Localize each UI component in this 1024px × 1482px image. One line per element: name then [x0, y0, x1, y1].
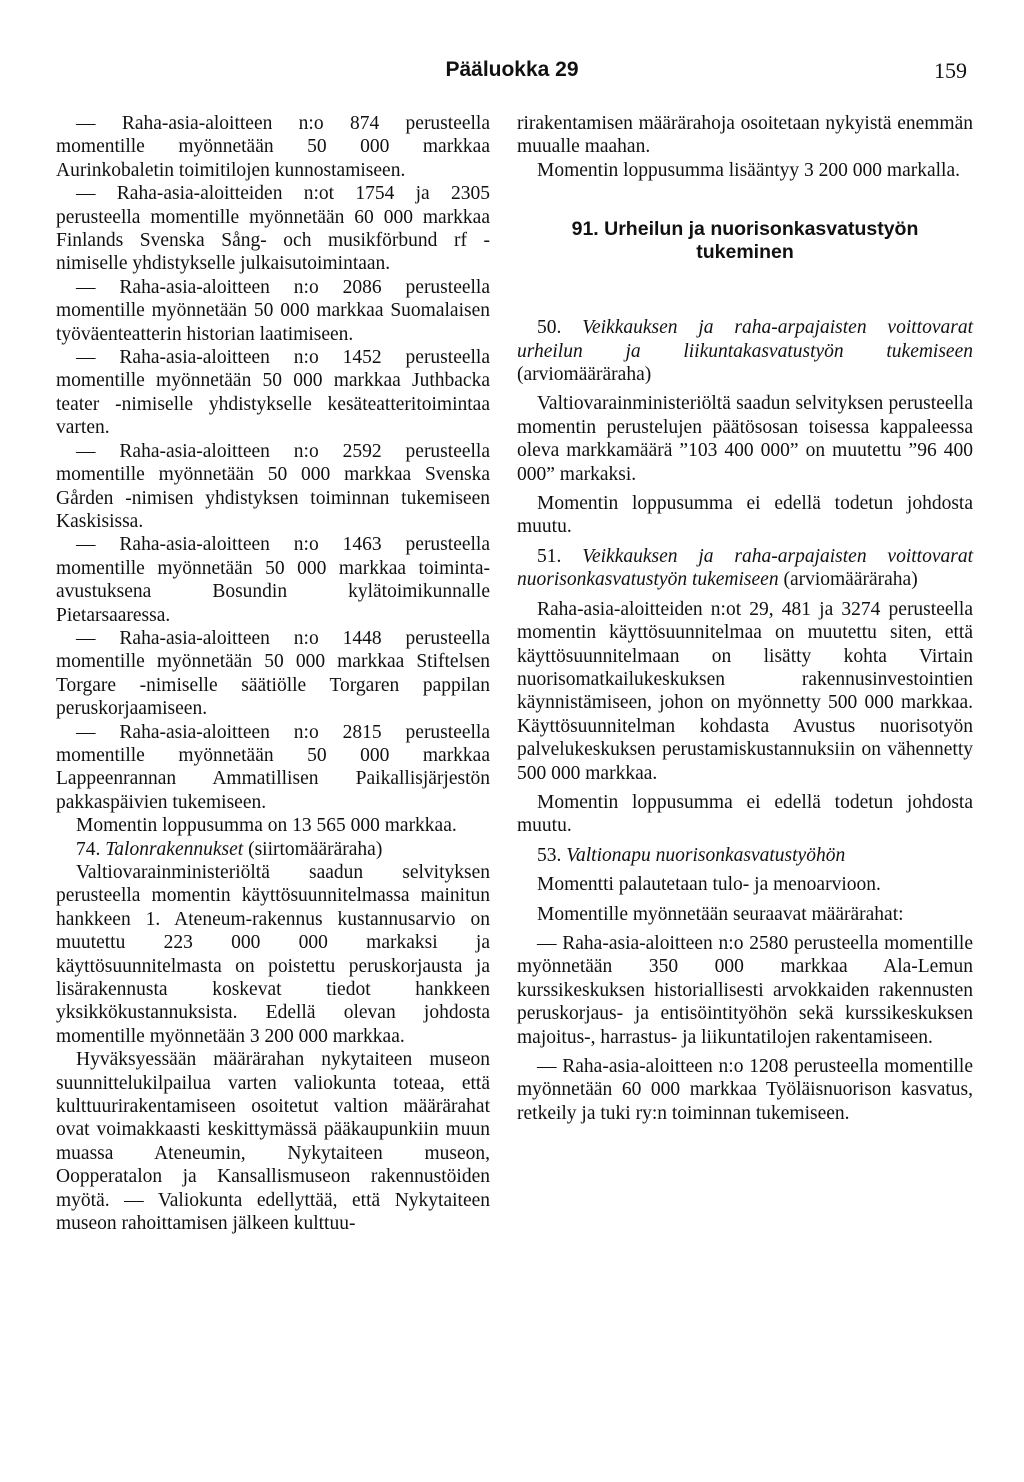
paragraph: — Raha-asia-aloitteen n:o 2592 perusteella momentille myönnetään 50 000 markkaa Svenska Gården -nimisen yhdistyksen toiminnan tukemiseen Kaskisissa. [56, 440, 490, 532]
paragraph: Raha-asia-aloitteiden n:ot 29, 481 ja 3274 perusteella momentin käyttösuunnitelmaa on muutettu siten, että käyttösuunnitelmaan on lisätty kohta Virtain nuorisomatkailukeskuksen rakennusinvestointien käynnistämiseen, johon on myönnetty 500 000 markkaa. Käyttösuunnitelman kohdasta Avustus nuorisotyön palvelukeskuksen perustamiskustannuksiin on vähennetty 500 000 markkaa. [517, 598, 973, 784]
paragraph: Momentin loppusumma ei edellä todetun johdosta muutu. [517, 791, 973, 837]
item-title: Valtionapu nuorisonkasvatustyöhön [566, 844, 846, 866]
page-header [0, 58, 1024, 92]
section-title: Urheilun ja nuorisonkasvatustyön tukeminen [604, 218, 919, 264]
total-paragraph: Momentin loppusumma on 13 565 000 markkaa. [76, 815, 457, 837]
paragraph: Momentti palautetaan tulo- ja menoarvioon. [537, 874, 881, 896]
item-title: Veikkauksen ja raha-arpajaisten voittovarat nuorisonkasvatustyön tukemiseen [517, 545, 973, 591]
item-title: Veikkauksen ja raha-arpajaisten voittovarat urheilun ja liikuntakasvatustyön tukemiseen [517, 317, 973, 362]
paragraph: — Raha-asia-aloitteen n:o 1463 perusteella momentille myönnetään 50 000 markkaa toiminta-avustuksena Bosundin kylätoimikunnalle Pietarsaaressa. [56, 534, 490, 626]
item-number: 53. [537, 844, 562, 866]
item-suffix: (arviomääräraha) [517, 364, 652, 386]
item-53-heading [517, 844, 973, 867]
paragraph: — Raha-asia-aloitteen n:o 1448 perusteella momentille myönnetään 50 000 markkaa Stiftelsen Torgare -nimiselle säätiölle Torgaren pappilan peruskorjaamiseen. [56, 627, 490, 720]
paragraph: Valtiovarainministeriöltä saadun selvityksen perusteella momentin käyttösuunnitelmassa mainitun hankkeen 1. Ateneum-rakennus kustannusarvio on muutettu 223 000 000 markaksi ja käyttösuunnitelmasta on poistettu peruskorjausta ja lisärakennusta koskevat tiedot hankkeen yksikkökustannuksista. Edellä olevan johdosta momentille myönnetään 3 200 000 markkaa. [56, 862, 490, 1047]
paragraph: — Raha-asia-aloitteen n:o 1208 perusteella momentille myönnetään 60 000 markkaa Työläisnuorison kasvatus, retkeily ja tuki ry:n toiminnan tukemiseen. [517, 1056, 973, 1124]
paragraph: — Raha-asia-aloitteen n:o 2086 perusteella momentille myönnetään 50 000 markkaa Suomalaisen työväenteatterin historian laatimiseen. [56, 276, 490, 345]
paragraph: Momentille myönnetään seuraavat määrärahat: [537, 903, 904, 925]
item-50-heading [517, 316, 973, 386]
paragraph: — Raha-asia-aloitteen n:o 874 perusteella momentille myönnetään 50 000 markkaa Aurinkobaletin toimitilojen kunnostamiseen. [56, 113, 490, 181]
left-column [56, 112, 490, 1236]
item-suffix: (arviomääräraha) [783, 569, 918, 591]
page-title: Pääluokka 29 [445, 58, 579, 81]
item-74-heading [56, 838, 490, 861]
item-51-heading [517, 545, 973, 592]
right-column [517, 112, 973, 1125]
section-number: 91. [571, 218, 599, 241]
item-number: 74. [76, 838, 101, 860]
section-91-heading [527, 218, 963, 264]
paragraph: — Raha-asia-aloitteiden n:ot 1754 ja 2305 perusteella momentille myönnetään 60 000 markkaa Finlands Svenska Sång- och musikförbund rf -nimiselle yhdistykselle julkaisutoimintaan. [56, 183, 490, 275]
paragraph: Momentin loppusumma ei edellä todetun johdosta muutu. [517, 493, 973, 538]
paragraph: Hyväksyessään määrärahan nykytaiteen museon suunnittelukilpailua varten valiokunta toteaa, että kulttuurirakentamiseen osoitetut valtion määrärahat ovat voimakkaasti keskittymässä pääkaupunkiin muun muassa Ateneumin, Nykytaiteen museon, Oopperatalon ja Kansallismuseon rakennustöiden myötä. — Valiokunta edellyttää, että Nykytaiteen museon rahoittamisen jälkeen kulttuu- [56, 1049, 490, 1235]
page-number: 159 [934, 58, 967, 83]
paragraph-continued: rirakentamisen määrärahoja osoitetaan nykyistä enemmän muualle maahan. [517, 113, 973, 158]
item-suffix: (siirtomääräraha) [248, 838, 383, 860]
paragraph: — Raha-asia-aloitteen n:o 2815 perusteella momentille myönnetään 50 000 markkaa Lappeenrannan Ammatillisen Paikallisjärjestön pakkaspäivien tukemiseen. [56, 721, 490, 813]
paragraph: Momentin loppusumma lisääntyy 3 200 000 markalla. [537, 159, 960, 181]
paragraph: — Raha-asia-aloitteen n:o 2580 perusteella momentille myönnetään 350 000 markkaa Ala-Lemun kurssikeskuksen historiallisesti arvokkaiden rakennusten peruskorjaus- ja entisöintityöhön sekä kurssikeskuksen majoitus-, harrastus- ja liikuntatilojen rakentamiseen. [517, 932, 973, 1048]
item-title: Talonrakennukset [105, 838, 244, 860]
item-number: 50. [537, 317, 562, 339]
item-number: 51. [537, 545, 562, 567]
paragraph: — Raha-asia-aloitteen n:o 1452 perusteella momentille myönnetään 50 000 markkaa Juthbacka teater -nimiselle yhdistykselle kesäteatteritoimintaa varten. [56, 347, 490, 439]
paragraph: Valtiovarainministeriöltä saadun selvityksen perusteella momentin perustelujen päätösosan toisessa kappaleessa oleva markkamäärä ”103 400 000” on muutettu ”96 400 000” markaksi. [517, 393, 973, 485]
